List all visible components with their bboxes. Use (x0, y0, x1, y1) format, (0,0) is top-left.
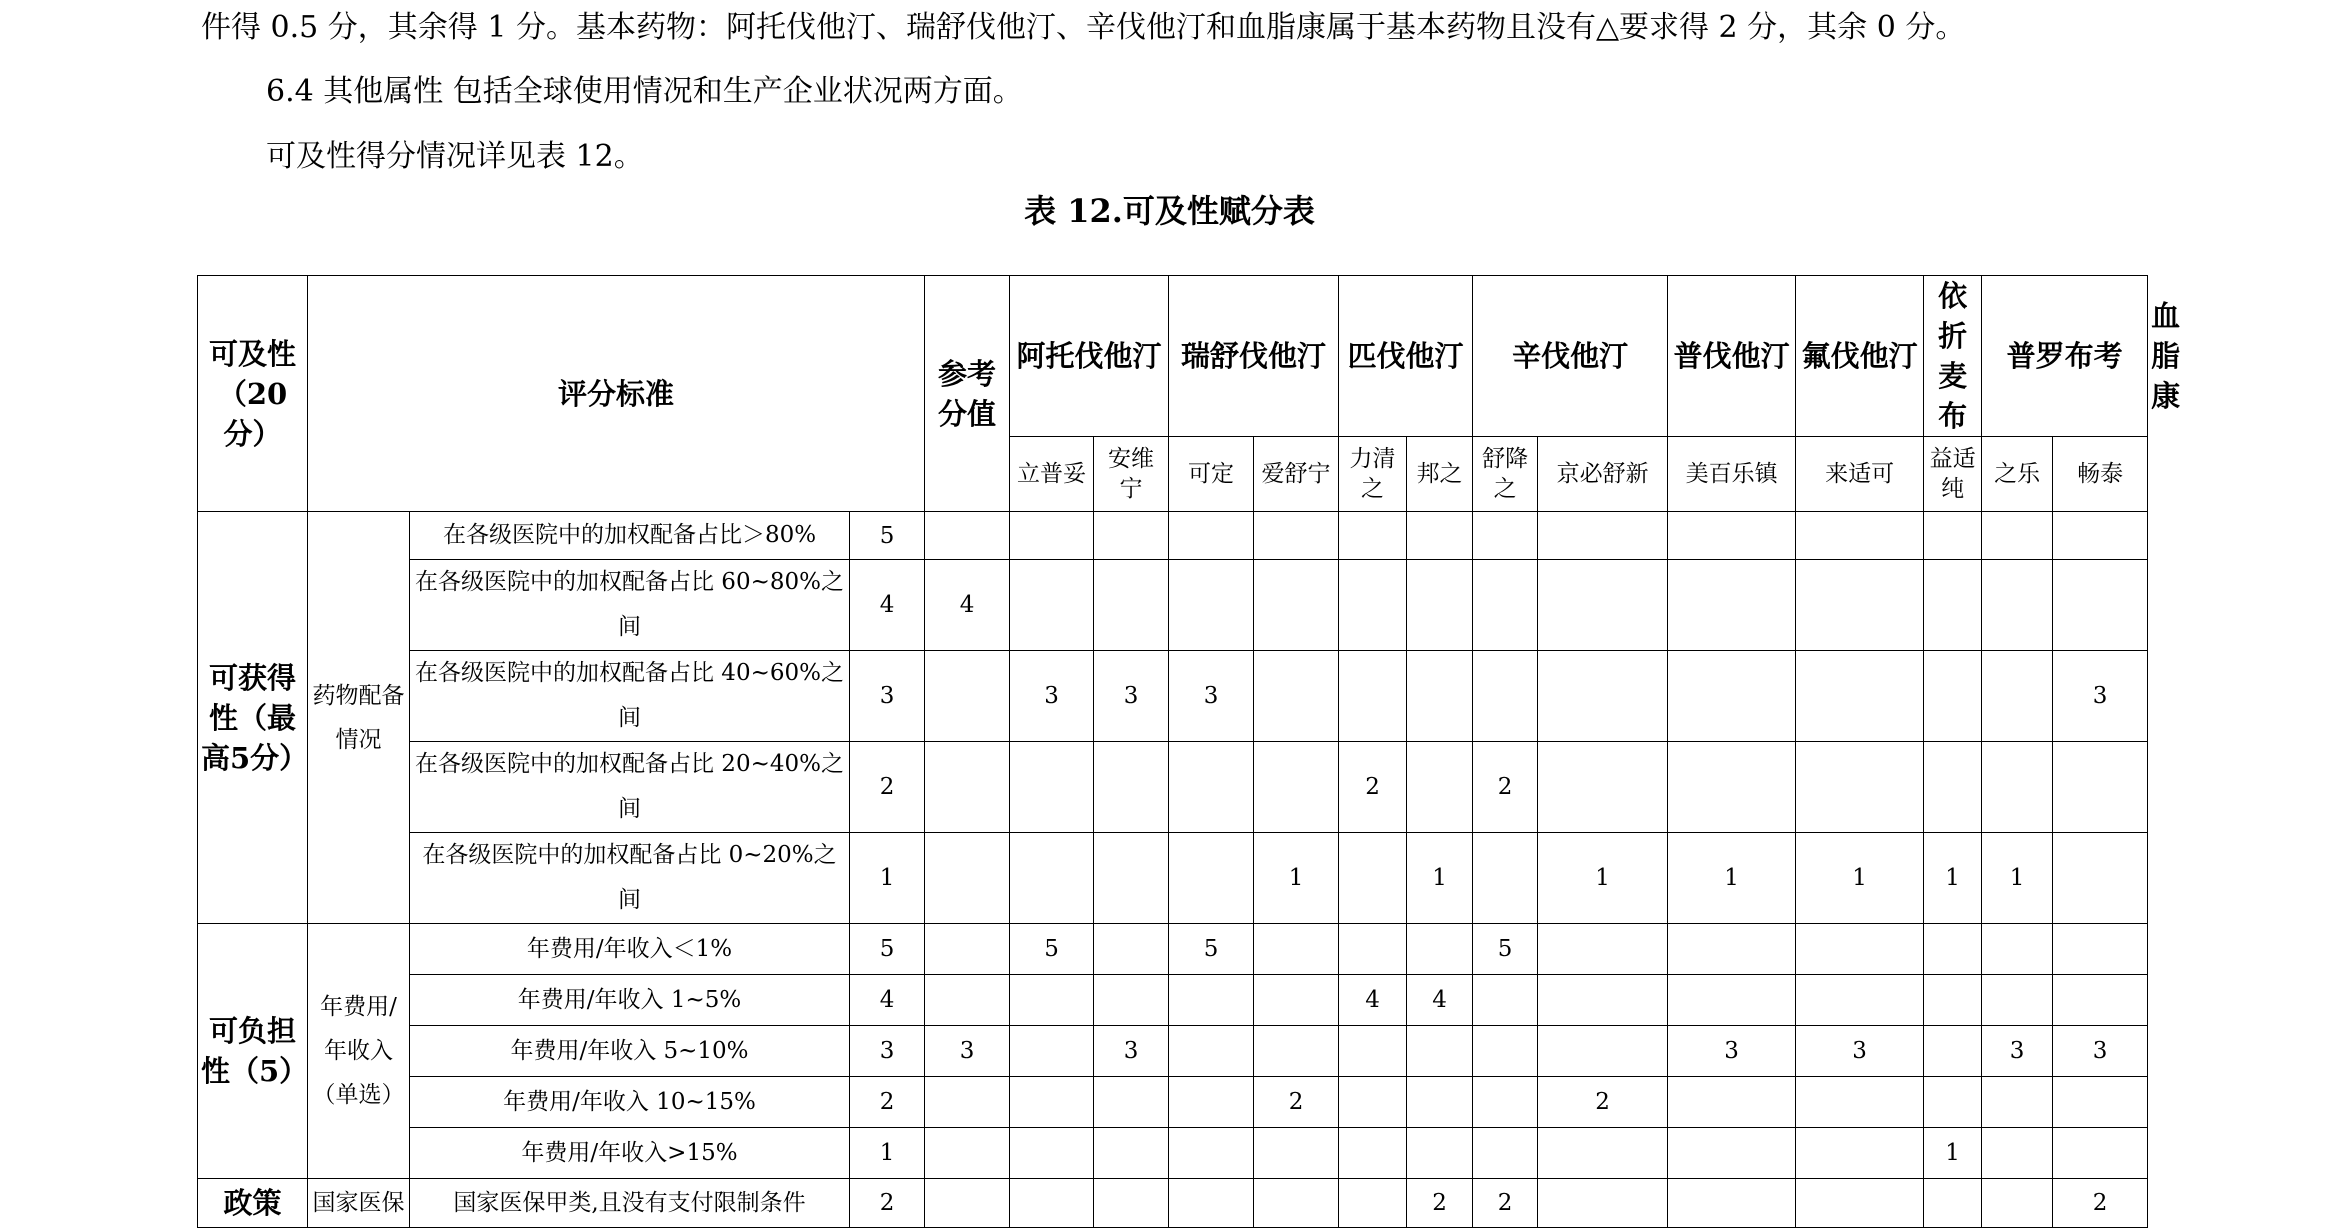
criterion-cell: 在各级医院中的加权配备占比 20~40%之间 (410, 742, 850, 833)
score-cell (1094, 560, 1169, 651)
criterion-cell: 在各级医院中的加权配备占比 0~20%之间 (410, 833, 850, 924)
score-cell (1924, 1026, 1982, 1077)
paragraph-other-attributes: 6.4 其他属性 包括全球使用情况和生产企业状况两方面。 (266, 74, 1023, 109)
criterion-cell: 年费用/年收入 10~15% (410, 1077, 850, 1128)
score-cell: 1 (1407, 833, 1473, 924)
score-cell (925, 975, 1010, 1026)
score-cell: 3 (1094, 1026, 1169, 1077)
score-cell (1924, 975, 1982, 1026)
score-cell (1796, 924, 1924, 975)
ref-score-cell: 4 (850, 560, 925, 651)
score-cell (2053, 512, 2148, 560)
table-row (198, 560, 2148, 651)
criterion-cell: 年费用/年收入 1~5% (410, 975, 850, 1026)
score-cell (1473, 1026, 1538, 1077)
paragraph-table-reference: 可及性得分情况详见表 12。 (266, 139, 644, 174)
score-cell (1538, 560, 1668, 651)
score-cell (1169, 560, 1254, 651)
score-cell: 3 (1796, 1026, 1924, 1077)
score-cell (2053, 924, 2148, 975)
score-cell (1010, 560, 1094, 651)
table-row (198, 512, 2148, 560)
score-cell (1538, 742, 1668, 833)
score-cell (1407, 742, 1473, 833)
score-cell (1668, 1077, 1796, 1128)
header-product: 美百乐镇 (1668, 437, 1796, 512)
score-cell (1169, 1077, 1254, 1128)
score-cell (1169, 975, 1254, 1026)
score-cell (925, 1077, 1010, 1128)
score-cell: 5 (1169, 924, 1254, 975)
score-cell (1010, 742, 1094, 833)
criterion-cell: 在各级医院中的加权配备占比＞80% (410, 512, 850, 560)
score-cell (1538, 1026, 1668, 1077)
header-product: 立普妥 (1010, 437, 1094, 512)
score-cell (925, 924, 1010, 975)
score-cell (1339, 1026, 1407, 1077)
score-cell (1538, 975, 1668, 1026)
category-cell: 政策 (198, 1179, 308, 1228)
score-cell (1982, 924, 2053, 975)
score-cell (925, 742, 1010, 833)
header-product: 益适纯 (1924, 437, 1982, 512)
ref-score-cell: 5 (850, 924, 925, 975)
score-cell (1924, 560, 1982, 651)
score-cell (1339, 1128, 1407, 1179)
header-drug-group: 依折麦布 (1924, 276, 1982, 437)
score-cell (1407, 512, 1473, 560)
header-product: 来适可 (1796, 437, 1924, 512)
score-cell: 2 (1254, 1077, 1339, 1128)
score-cell (1473, 512, 1538, 560)
score-cell (1339, 651, 1407, 742)
score-cell (1796, 975, 1924, 1026)
header-product: 之乐 (1982, 437, 2053, 512)
score-cell (2053, 1128, 2148, 1179)
score-cell: 4 (1407, 975, 1473, 1026)
score-cell: 1 (1924, 1128, 1982, 1179)
score-cell (1010, 975, 1094, 1026)
header-drug-group: 匹伐他汀 (1339, 276, 1473, 437)
header-criteria: 评分标准 (308, 276, 925, 512)
score-cell (925, 1128, 1010, 1179)
score-cell (1407, 1026, 1473, 1077)
header-drug-group: 普伐他汀 (1668, 276, 1796, 437)
table-row (198, 1026, 2148, 1077)
score-cell (1668, 742, 1796, 833)
criterion-cell: 年费用/年收入＜1% (410, 924, 850, 975)
score-cell (1538, 651, 1668, 742)
score-cell (1668, 512, 1796, 560)
criterion-cell: 在各级医院中的加权配备占比 60~80%之间 (410, 560, 850, 651)
score-cell (1796, 1128, 1924, 1179)
score-cell (1924, 1179, 1982, 1228)
score-cell: 1 (1538, 833, 1668, 924)
score-cell: 3 (925, 1026, 1010, 1077)
score-cell: 1 (1924, 833, 1982, 924)
table-caption: 表 12.可及性赋分表 (1024, 192, 1315, 230)
score-cell (1094, 1077, 1169, 1128)
table-row (198, 1179, 2148, 1228)
score-cell (1407, 924, 1473, 975)
score-cell (1796, 1179, 1924, 1228)
score-cell (1010, 1128, 1094, 1179)
score-cell: 2 (1473, 742, 1538, 833)
score-cell (1796, 651, 1924, 742)
score-cell (1254, 512, 1339, 560)
header-drug-group: 辛伐他汀 (1473, 276, 1668, 437)
score-cell (1169, 742, 1254, 833)
score-cell (1094, 1179, 1169, 1228)
score-cell: 2 (1407, 1179, 1473, 1228)
score-cell (1982, 975, 2053, 1026)
ref-score-cell: 4 (850, 975, 925, 1026)
score-cell (1010, 1179, 1094, 1228)
score-cell (1982, 1179, 2053, 1228)
score-cell (1254, 975, 1339, 1026)
table-row (198, 1128, 2148, 1179)
header-product: 畅泰 (2053, 437, 2148, 512)
score-cell (1407, 1128, 1473, 1179)
score-cell (1169, 1179, 1254, 1228)
score-cell (1982, 651, 2053, 742)
criterion-cell: 在各级医院中的加权配备占比 40~60%之间 (410, 651, 850, 742)
score-cell: 3 (2053, 651, 2148, 742)
header-drug-group: 瑞舒伐他汀 (1169, 276, 1339, 437)
score-cell (1010, 512, 1094, 560)
score-cell (1169, 512, 1254, 560)
score-cell (1094, 975, 1169, 1026)
table-row (198, 1077, 2148, 1128)
score-cell (1094, 1128, 1169, 1179)
score-cell: 1 (1254, 833, 1339, 924)
ref-score-cell: 1 (850, 1128, 925, 1179)
criterion-cell: 国家医保甲类,且没有支付限制条件 (410, 1179, 850, 1228)
score-cell (1339, 1077, 1407, 1128)
score-cell (1924, 651, 1982, 742)
score-cell (1010, 1026, 1094, 1077)
score-cell (1538, 512, 1668, 560)
score-cell (1339, 1179, 1407, 1228)
score-cell (1668, 1179, 1796, 1228)
score-cell (1473, 651, 1538, 742)
score-cell: 3 (2053, 1026, 2148, 1077)
score-cell (1924, 1077, 1982, 1128)
ref-score-cell: 2 (850, 1077, 925, 1128)
score-cell: 3 (1982, 1026, 2053, 1077)
ref-score-cell: 5 (850, 512, 925, 560)
ref-score-cell: 1 (850, 833, 925, 924)
score-cell (1254, 1026, 1339, 1077)
ref-score-cell: 3 (850, 1026, 925, 1077)
score-cell (1982, 560, 2053, 651)
score-cell (2053, 833, 2148, 924)
score-cell: 1 (1982, 833, 2053, 924)
header-product: 安维宁 (1094, 437, 1169, 512)
score-cell (1254, 924, 1339, 975)
score-cell (1538, 1179, 1668, 1228)
table-row (198, 924, 2148, 975)
score-cell (1094, 833, 1169, 924)
score-cell (1094, 924, 1169, 975)
score-cell: 4 (925, 560, 1010, 651)
score-cell (1407, 1077, 1473, 1128)
table-row (198, 975, 2148, 1026)
score-cell: 3 (1010, 651, 1094, 742)
ref-score-cell: 2 (850, 1179, 925, 1228)
score-cell: 1 (1668, 833, 1796, 924)
score-cell (1796, 742, 1924, 833)
header-product: 爱舒宁 (1254, 437, 1339, 512)
score-cell (1473, 975, 1538, 1026)
score-cell (1924, 742, 1982, 833)
table-row (198, 833, 2148, 924)
header-drug-group: 阿托伐他汀 (1010, 276, 1169, 437)
score-cell: 3 (1094, 651, 1169, 742)
score-cell: 2 (2053, 1179, 2148, 1228)
score-cell (925, 512, 1010, 560)
ref-score-cell: 2 (850, 742, 925, 833)
subcategory-cell: 国家医保 (308, 1179, 410, 1228)
score-cell (1982, 1128, 2053, 1179)
score-cell (1982, 512, 2053, 560)
header-product: 京必舒新 (1538, 437, 1668, 512)
score-cell (1473, 1077, 1538, 1128)
score-cell: 2 (1538, 1077, 1668, 1128)
score-cell (1254, 651, 1339, 742)
score-cell (1473, 833, 1538, 924)
header-product: 可定 (1169, 437, 1254, 512)
score-cell (1169, 1128, 1254, 1179)
category-cell: 可负担性（5） (198, 924, 308, 1179)
criterion-cell: 年费用/年收入>15% (410, 1128, 850, 1179)
score-cell: 2 (1339, 742, 1407, 833)
subcategory-cell: 药物配备情况 (308, 512, 410, 924)
score-cell (1339, 924, 1407, 975)
score-cell: 4 (1339, 975, 1407, 1026)
accessibility-score-table (197, 275, 2181, 1228)
score-cell (1538, 924, 1668, 975)
score-cell (1668, 924, 1796, 975)
score-cell (1668, 651, 1796, 742)
header-product: 舒降之 (1473, 437, 1538, 512)
score-cell (1796, 560, 1924, 651)
score-cell (925, 651, 1010, 742)
score-cell (1169, 833, 1254, 924)
score-cell (1339, 512, 1407, 560)
score-cell (1796, 1077, 1924, 1128)
score-cell (1094, 742, 1169, 833)
score-cell (1094, 512, 1169, 560)
score-cell (1254, 560, 1339, 651)
score-cell (1924, 924, 1982, 975)
score-cell: 5 (1010, 924, 1094, 975)
score-cell (1668, 975, 1796, 1026)
score-cell (1668, 560, 1796, 651)
score-cell (1796, 512, 1924, 560)
score-cell: 2 (1473, 1179, 1538, 1228)
header-product: 邦之 (1407, 437, 1473, 512)
score-cell (1473, 560, 1538, 651)
score-cell (1169, 1026, 1254, 1077)
score-cell (1010, 833, 1094, 924)
header-accessibility: 可及性（20分） (198, 276, 308, 512)
criterion-cell: 年费用/年收入 5~10% (410, 1026, 850, 1077)
score-cell (1668, 1128, 1796, 1179)
ref-score-cell: 3 (850, 651, 925, 742)
score-cell (1407, 560, 1473, 651)
header-row-drugs: 可及性（20分） 评分标准 参考分值 阿托伐他汀 瑞舒伐他汀 匹伐他汀 辛伐他汀 普伐他汀 氟伐他汀 依折麦布 普罗布考 血脂康 (198, 276, 2148, 437)
subcategory-cell: 年费用/年收入（单选） (308, 924, 410, 1179)
header-drug-group: 普罗布考 (1982, 276, 2148, 437)
score-cell (1538, 1128, 1668, 1179)
score-cell (1982, 1077, 2053, 1128)
score-cell (925, 833, 1010, 924)
score-cell: 1 (1796, 833, 1924, 924)
score-cell (1254, 1179, 1339, 1228)
header-product: 力清之 (1339, 437, 1407, 512)
score-cell: 5 (1473, 924, 1538, 975)
score-cell (1254, 742, 1339, 833)
score-cell (2053, 1077, 2148, 1128)
header-ref-score: 参考分值 (925, 276, 1010, 512)
score-cell (1473, 1128, 1538, 1179)
score-cell (1010, 1077, 1094, 1128)
score-cell (1407, 651, 1473, 742)
category-cell: 可获得性（最高5分） (198, 512, 308, 924)
score-cell (1339, 560, 1407, 651)
header-drug-group: 氟伐他汀 (1796, 276, 1924, 437)
table-row (198, 742, 2148, 833)
score-cell (1982, 742, 2053, 833)
score-cell (1254, 1128, 1339, 1179)
score-cell (1924, 512, 1982, 560)
score-cell: 3 (1169, 651, 1254, 742)
score-cell (2053, 560, 2148, 651)
score-cell (2053, 975, 2148, 1026)
score-cell (1339, 833, 1407, 924)
score-cell (925, 1179, 1010, 1228)
paragraph-essential-drugs: 件得 0.5 分，其余得 1 分。基本药物：阿托伐他汀、瑞舒伐他汀、辛伐他汀和血脂康属于基本药物且没有△要求得 2 分，其余 0 分。 (201, 10, 1966, 45)
score-cell (2053, 742, 2148, 833)
score-cell: 3 (1668, 1026, 1796, 1077)
table-row (198, 651, 2148, 742)
